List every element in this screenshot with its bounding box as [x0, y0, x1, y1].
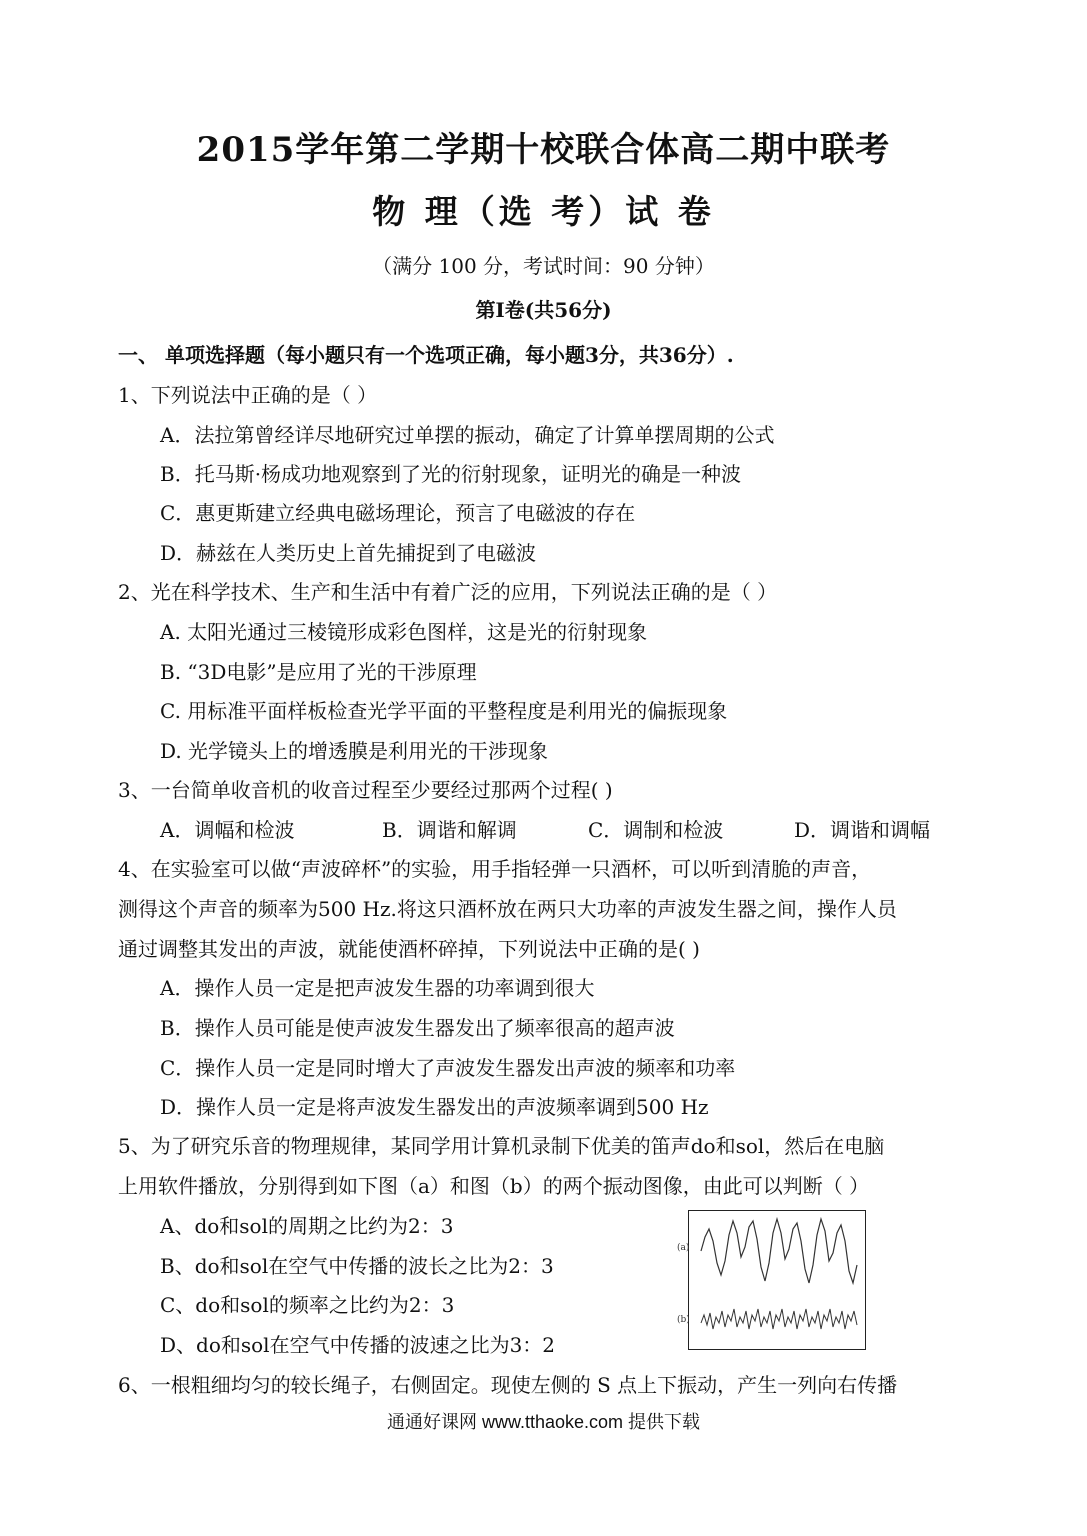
question-5-stem-line-1: 5、为了研究乐音的物理规律，某同学用计算机录制下优美的笛声do和sol，然后在电脑 [118, 1134, 885, 1158]
question-2-option-b: B. “3D电影”是应用了光的干涉原理 [160, 660, 477, 684]
question-1-option-b: B．托马斯·杨成功地观察到了光的衍射现象，证明光的确是一种波 [160, 462, 742, 486]
waveform-a [701, 1219, 857, 1283]
question-2-option-c: C. 用标准平面样板检查光学平面的平整程度是利用光的偏振现象 [160, 699, 728, 723]
question-2-stem: 2、光在科学技术、生产和生活中有着广泛的应用，下列说法正确的是（ ） [118, 580, 778, 604]
exam-info: （满分 100 分，考试时间：90 分钟） [372, 254, 715, 278]
page-footer: 通通好课网 www.tthaoke.com 提供下载 [386, 1412, 701, 1432]
question-3-option-d: D．调谐和调幅 [794, 818, 931, 842]
question-2-option-d: D. 光学镜头上的增透膜是利用光的干涉现象 [160, 739, 549, 763]
question-4-stem-line-3: 通过调整其发出的声波，就能使酒杯碎掉，下列说法中正确的是( ) [118, 937, 700, 961]
question-4-option-d: D．操作人员一定是将声波发生器发出的声波频率调到500 Hz [160, 1095, 709, 1119]
figure-label-b: (b) [677, 1315, 690, 1325]
question-4-option-c: C．操作人员一定是同时增大了声波发生器发出声波的频率和功率 [160, 1056, 736, 1080]
exam-subject-title: 物 理（选 考）试 卷 [372, 192, 715, 231]
waveform-svg [689, 1211, 865, 1349]
exam-title: 2015学年第二学期十校联合体高二期中联考 [196, 130, 891, 170]
question-1-stem: 1、下列说法中正确的是（ ） [118, 383, 378, 407]
question-5-option-a: A、do和sol的周期之比约为2：3 [160, 1214, 454, 1238]
waveform-figure [677, 1210, 866, 1350]
question-1-option-a: A．法拉第曾经详尽地研究过单摆的振动，确定了计算单摆周期的公式 [160, 423, 775, 447]
question-3-option-c: C．调制和检波 [588, 818, 724, 842]
waveform-b [701, 1309, 857, 1329]
question-3-stem: 3、一台简单收音机的收音过程至少要经过那两个过程( ) [118, 778, 613, 802]
question-5-option-d: D、do和sol在空气中传播的波速之比为3：2 [160, 1333, 556, 1357]
question-1-option-c: C．惠更斯建立经典电磁场理论，预言了电磁波的存在 [160, 501, 636, 525]
question-2-option-a: A. 太阳光通过三棱镜形成彩色图样，这是光的衍射现象 [160, 620, 648, 644]
question-5-option-b: B、do和sol在空气中传播的波长之比为2：3 [160, 1254, 554, 1278]
question-1-option-d: D．赫兹在人类历史上首先捕捉到了电磁波 [160, 541, 537, 565]
question-4-option-b: B．操作人员可能是使声波发生器发出了频率很高的超声波 [160, 1016, 675, 1040]
question-5-option-c: C、do和sol的频率之比约为2：3 [160, 1293, 455, 1317]
volume-heading: 第Ⅰ卷(共56分) [475, 298, 612, 322]
question-4-stem-line-2: 测得这个声音的频率为500 Hz.将这只酒杯放在两只大功率的声波发生器之间，操作人员 [118, 897, 897, 921]
question-5-stem-line-2: 上用软件播放，分别得到如下图（a）和图（b）的两个振动图像，由此可以判断（ ） [118, 1174, 870, 1198]
question-3-option-b: B．调谐和解调 [382, 818, 517, 842]
question-4-stem-line-1: 4、在实验室可以做“声波碎杯”的实验，用手指轻弹一只酒杯，可以听到清脆的声音， [118, 857, 872, 881]
question-4-option-a: A．操作人员一定是把声波发生器的功率调到很大 [160, 976, 595, 1000]
figure-label-a: (a) [677, 1243, 690, 1253]
section-heading: 一、 单项选择题（每小题只有一个选项正确，每小题3分，共36分）. [118, 343, 734, 367]
question-3-option-a: A．调幅和检波 [160, 818, 295, 842]
question-6-stem-line-1: 6、一根粗细均匀的较长绳子，右侧固定。现使左侧的 S 点上下振动，产生一列向右传播 [118, 1373, 898, 1397]
